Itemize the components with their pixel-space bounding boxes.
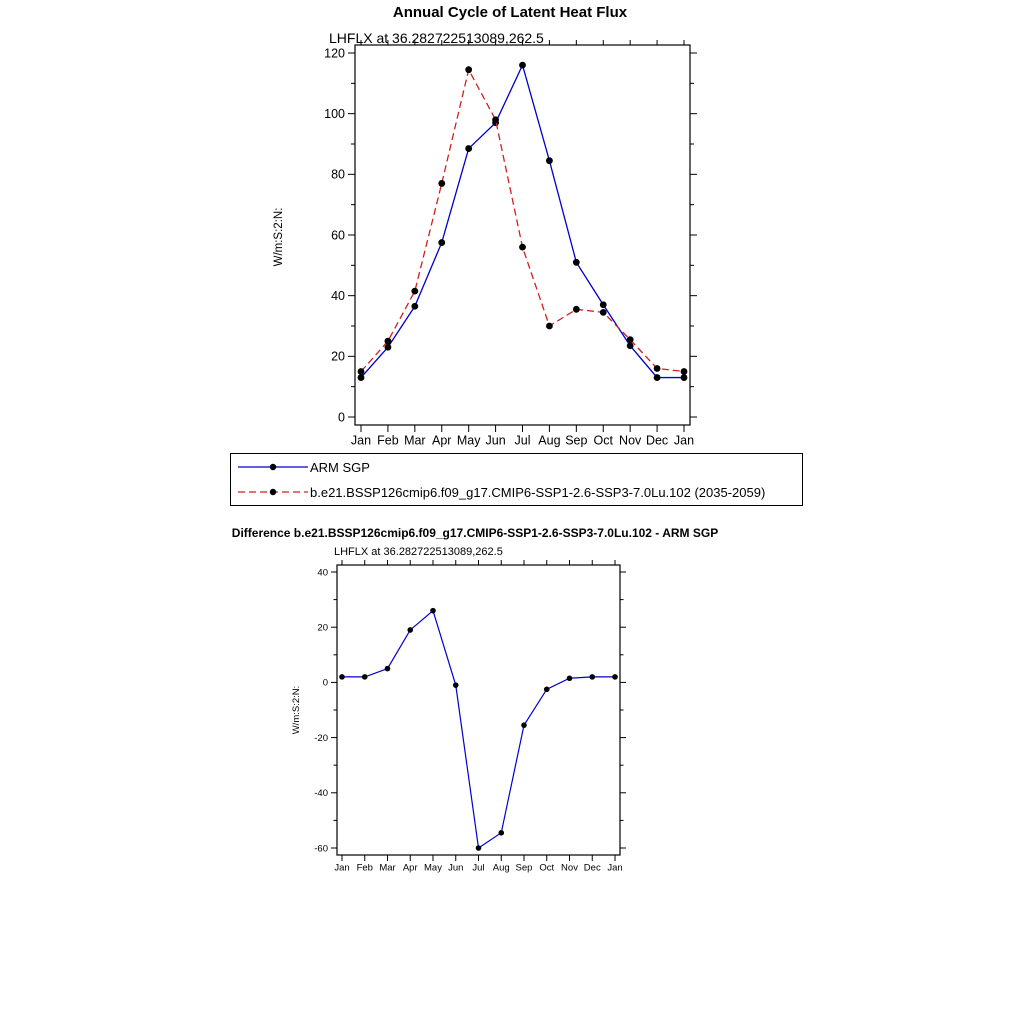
svg-text:Jan: Jan [350,433,372,448]
svg-text:Jul: Jul [514,433,531,448]
svg-text:Apr: Apr [402,862,418,874]
svg-text:Sep: Sep [515,862,533,874]
svg-text:Mar: Mar [379,862,396,874]
svg-text:Feb: Feb [377,433,399,448]
svg-text:May: May [424,862,442,874]
difference-subtitle: LHFLX at 36.282722513089,262.5 [334,546,503,558]
svg-text:40: 40 [317,567,328,579]
arm-sgp-line-sample-icon [236,459,310,475]
svg-text:60: 60 [331,228,345,243]
svg-text:100: 100 [324,107,345,122]
annual-cycle-plot-area [230,40,790,460]
svg-text:20: 20 [317,622,328,634]
legend-label-model-run: b.e21.BSSP126cmip6.f09_g17.CMIP6-SSP1-2.6-SSP3-7.0Lu.102 (2035-2059) [310,484,766,500]
svg-text:Jun: Jun [485,433,506,448]
svg-text:-20: -20 [314,732,328,744]
legend-label-arm-sgp: ARM SGP [310,459,370,475]
svg-text:May: May [456,433,481,448]
model-run-line-sample-icon [236,484,310,500]
svg-text:0: 0 [322,677,328,689]
svg-text:Sep: Sep [565,433,588,448]
legend-item-model-run [231,480,802,505]
svg-text:0: 0 [338,410,345,425]
svg-text:-60: -60 [314,843,328,855]
svg-text:20: 20 [331,349,345,364]
svg-text:Aug: Aug [492,862,510,874]
svg-text:Oct: Oct [593,433,613,448]
svg-text:Aug: Aug [538,433,561,448]
svg-text:Dec: Dec [645,433,669,448]
annual-cycle-y-axis-label: W/m:S:2:N: [273,207,285,267]
svg-text:120: 120 [324,46,345,61]
svg-text:Jan: Jan [334,862,350,874]
svg-text:Oct: Oct [539,862,555,874]
svg-text:-40: -40 [314,788,328,800]
svg-text:Jan: Jan [673,433,695,448]
annual-cycle-subtitle: LHFLX at 36.282722513089,262.5 [329,30,544,46]
svg-text:Dec: Dec [583,862,601,874]
legend-item-arm-sgp [231,455,802,480]
difference-plot-area [260,560,680,890]
svg-text:Apr: Apr [432,433,452,448]
difference-title: Difference b.e21.BSSP126cmip6.f09_g17.CMIP6-SSP1-2.6-SSP3-7.0Lu.102 - ARM SGP [231,526,719,540]
legend [230,453,803,506]
svg-text:Jul: Jul [472,862,485,874]
svg-text:Nov: Nov [561,862,578,874]
svg-text:Jun: Jun [448,862,464,874]
svg-text:Mar: Mar [404,433,426,448]
svg-text:Jan: Jan [607,862,623,874]
svg-text:80: 80 [331,167,345,182]
annual-cycle-title: Annual Cycle of Latent Heat Flux [392,4,628,21]
svg-text:Nov: Nov [619,433,642,448]
svg-text:40: 40 [331,289,345,304]
difference-y-axis-label: W/m:S:2:N: [291,685,302,735]
svg-text:Feb: Feb [356,862,373,874]
